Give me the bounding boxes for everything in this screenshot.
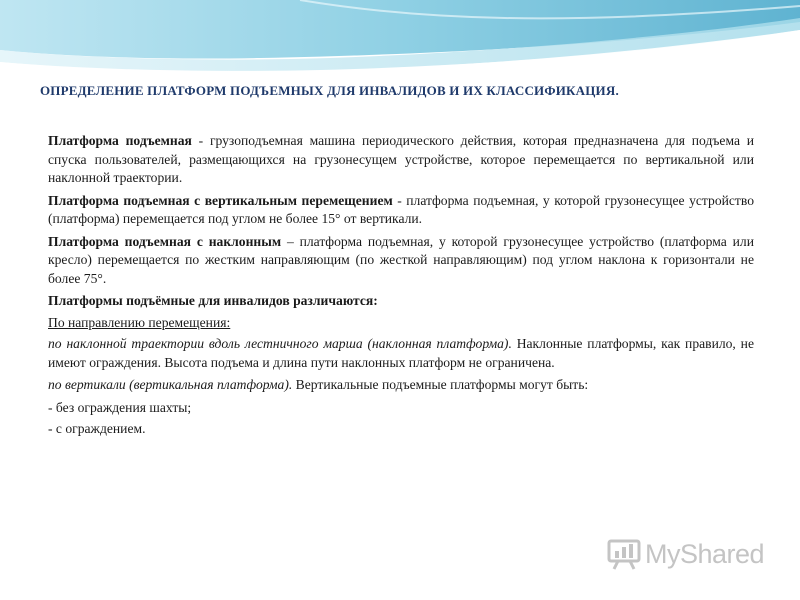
watermark-text: MyShared	[645, 538, 765, 569]
definition-vertical	[48, 192, 754, 229]
inclined-description-italic: по наклонной траектории вдоль лестничного марша (наклонная платформа).	[48, 336, 512, 351]
classification-heading	[48, 292, 754, 311]
inclined-description	[48, 335, 754, 372]
slide-title: ОПРЕДЕЛЕНИЕ ПЛАТФОРМ ПОДЪЕМНЫХ ДЛЯ ИНВАЛИДОВ И ИХ КЛАССИФИКАЦИЯ.	[40, 83, 619, 98]
presentation-board-icon	[606, 536, 642, 572]
definition-platform-text: - грузоподъемная машина периодического действия, которая предназначена для подъема и спуска пользователей, размещающихся на грузонесущем устройстве, которое перемещается по вертикальной или наклонной траектории.	[48, 133, 755, 185]
definition-inclined	[48, 233, 754, 289]
inclined-description-text: Наклонные платформы, как правило, не имеют ограждения. Высота подъема и длина пути наклонных платформ не ограничена.	[48, 336, 754, 370]
definition-platform	[48, 132, 754, 188]
definition-inclined-text: – платформа подъемная, у которой грузонесущее устройство (платформа или кресло) перемещается по жестким направляющим (по жесткой направляющим) под углом наклона к горизонтали не более 75°.	[48, 233, 754, 286]
watermark-logo	[606, 534, 776, 574]
direction-subheading-text: По направлению перемещения:	[48, 314, 231, 330]
vertical-description	[48, 376, 754, 395]
term-vertical: Платформа подъемная с вертикальным перемещением	[48, 192, 393, 208]
slide-body	[48, 132, 754, 442]
direction-subheading	[48, 314, 754, 333]
list-item: - без ограждения шахты;	[48, 399, 192, 415]
classification-heading-text: Платформы подъёмные для инвалидов различаются:	[48, 293, 378, 308]
definition-vertical-text: - платформа подъемная, у которой грузонесущее устройство (платформа) перемещается под углом не более 15° от вертикали.	[48, 192, 754, 226]
term-platform: Платформа подъемная	[48, 133, 192, 148]
vertical-description-italic: по вертикали (вертикальная платформа).	[48, 377, 293, 392]
list-item: - с ограждением.	[48, 421, 146, 436]
term-inclined: Платформа подъемная с наклонным	[48, 233, 282, 249]
header-wave-decoration	[0, 0, 800, 80]
vertical-description-text: Вертикальные подъемные платформы могут быть:	[292, 377, 589, 392]
